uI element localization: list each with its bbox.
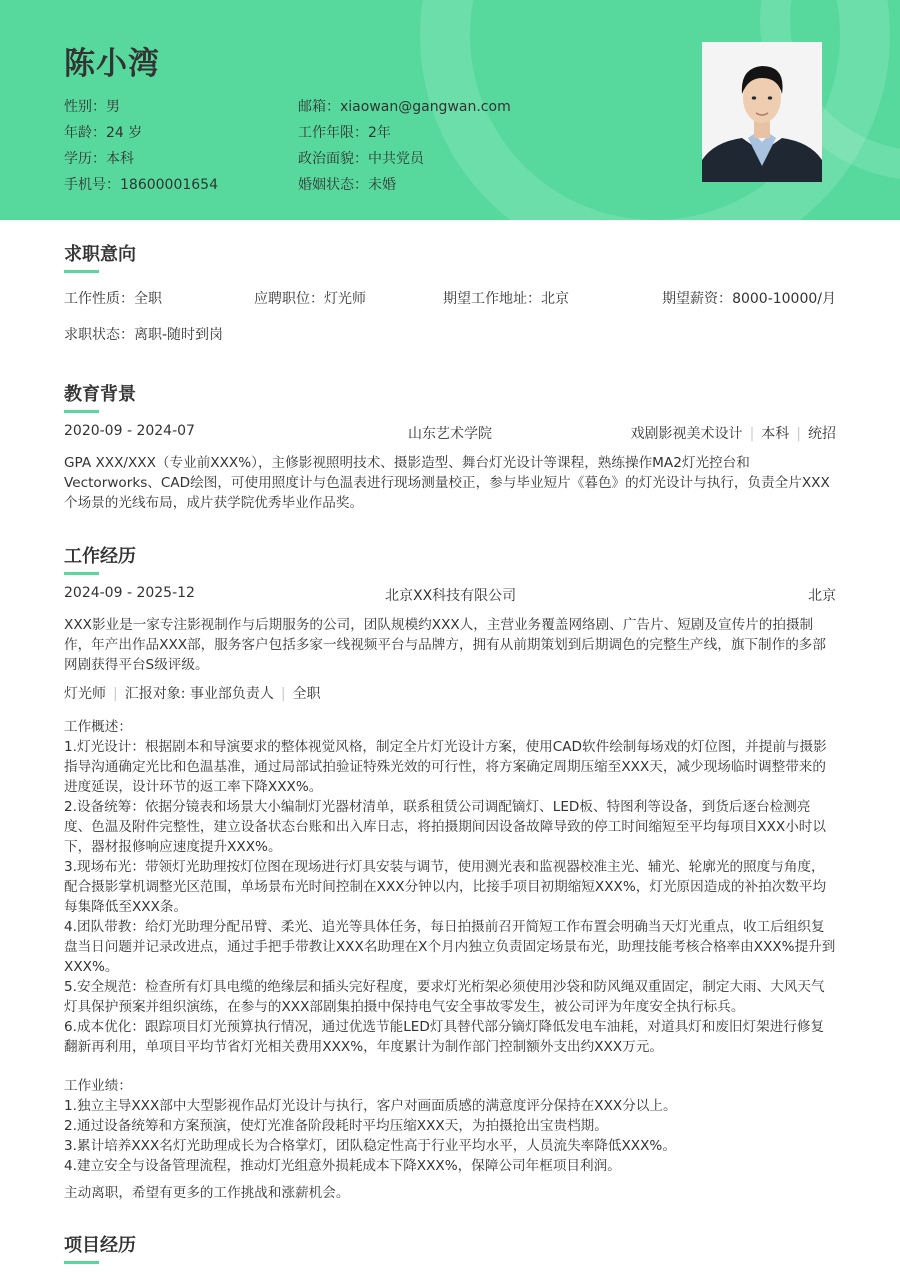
overview-title: 工作概述： <box>64 719 132 735</box>
phone-label: 手机号： <box>64 177 120 193</box>
company-description <box>64 615 836 675</box>
overview-item: 5.安全规范：检查所有灯具电缆的绝缘层和插头完好程度，要求灯光桁架必须使用沙袋和防风绳双重固定，制定大雨、大风天气灯具保护预案并组织演练，在参与的XXX部剧集拍摄中保持电气安全事故零发生，被公司评为年度安全执行标兵。 <box>64 979 825 1015</box>
marital-label: 婚姻状态： <box>298 177 368 193</box>
role: 灯光师 <box>64 686 106 702</box>
email-info <box>298 96 511 116</box>
overview-item: 3.现场布光：带领灯光助理按灯位图在现场进行灯具安装与调节，使用测光表和监视器校准主光、辅光、轮廓光的照度与角度，配合摄影掌机调整光区范围，单场景布光时间控制在XXX分钟以内，比接手项目初期缩短XXX%，灯光原因造成的补拍次数平均每集降低至XXX条。 <box>64 859 827 915</box>
achievements-title: 工作业绩： <box>64 1078 132 1094</box>
age-info <box>64 122 142 142</box>
job-type-label: 工作性质： <box>64 291 134 307</box>
gender-info <box>64 96 120 116</box>
political-label: 政治面貌： <box>298 151 368 167</box>
projects-section-title: 项目经历 <box>64 1235 136 1256</box>
leave-reason-text: 主动离职，希望有更多的工作挑战和涨薪机会。 <box>64 1185 350 1201</box>
work-city: 北京 <box>808 588 836 604</box>
salary-field <box>662 288 836 308</box>
work-period: 2024-09 - 2025-12 <box>64 585 195 601</box>
report-to: 汇报对象: 事业部负责人 <box>124 686 274 702</box>
phone-info <box>64 174 218 194</box>
overview-item: 1.灯光设计：根据剧本和导演要求的整体视觉风格，制定全片灯光设计方案，使用CAD软件绘制每场戏的灯位图，并提前与摄影指导沟通确定光比和色温基准，通过局部试拍验证特殊光效的可行性，将方案确定周期压缩至XXX天，减少现场临时调整带来的进度延误，设计环节的返工率下降XXX%。 <box>64 739 827 795</box>
years-label: 工作年限： <box>298 125 368 141</box>
candidate-name: 陈小湾 <box>64 46 160 82</box>
role-details <box>64 683 321 703</box>
overview-item: 2.设备统筹：依据分镜表和场景大小编制灯光器材清单，联系租赁公司调配镝灯、LED板、特图利等设备，到货后逐台检测亮度、色温及附件完整性，建立设备状态台账和出入库日志，将拍摄期间因设备故障导致的停工时间缩短至平均每项目XXX小时以下，器材报修响应速度提升XXX%。 <box>64 799 826 855</box>
company-name: 北京XX科技有限公司 <box>385 588 517 604</box>
divider: | <box>749 426 755 442</box>
job-type-value: 全职 <box>134 291 162 307</box>
achievement-item: 4.建立安全与设备管理流程，推动灯光组意外损耗成本下降XXX%，保障公司年框项目利润。 <box>64 1158 621 1174</box>
education-info <box>64 148 134 168</box>
divider: | <box>113 686 118 702</box>
overview-item: 4.团队带教：给灯光助理分配吊臂、柔光、追光等具体任务，每日拍摄前召开简短工作布置会明确当天灯光重点，收工后组织复盘当日问题并记录改进点，通过手把手带教让XXX名助理在X个月内独立负责固定场景布光，助理技能考核合格率由XXX%提升到XXX%。 <box>64 919 836 975</box>
gender-label: 性别： <box>64 99 106 115</box>
email-value: xiaowan@gangwan.com <box>340 99 511 115</box>
section-accent-bar <box>64 410 99 413</box>
political-info <box>298 148 424 168</box>
profile-photo <box>702 42 822 182</box>
achievement-item: 2.通过设备统筹和方案预演，使灯光准备阶段耗时平均压缩XXX天，为拍摄抢出宝贵档期。 <box>64 1118 608 1134</box>
salary-value: 8000-10000/月 <box>732 291 836 307</box>
education-value: 本科 <box>106 151 134 167</box>
job-type: 全职 <box>292 686 321 702</box>
job-status-field <box>64 324 223 344</box>
leave-reason <box>64 1183 836 1203</box>
job-type-field <box>64 288 162 308</box>
major: 戏剧影视美术设计 <box>630 426 743 442</box>
job-status-label: 求职状态： <box>64 327 134 343</box>
company-description-text: XXX影业是一家专注影视制作与后期服务的公司，团队规模约XXX人，主营业务覆盖网络剧、广告片、短剧及宣传片的拍摄制作，年产出作品XXX部，服务客户包括多家一线视频平台与品牌方，拥有从前期策划到后期调色的完整生产线，旗下制作的多部网剧获得平台S级评级。 <box>64 617 826 673</box>
education-section-title: 教育背景 <box>64 384 136 405</box>
education-details <box>631 423 836 443</box>
overview-item: 6.成本优化：跟踪项目灯光预算执行情况，通过优选节能LED灯具替代部分镝灯降低发电车油耗，对道具灯和废旧灯架进行修复翻新再利用，单项目平均节省灯光相关费用XXX%，年度累计为制作部门控制额外支出约XXX万元。 <box>64 1019 825 1055</box>
school-name: 山东艺术学院 <box>408 426 492 442</box>
position-label: 应聘职位： <box>254 291 324 307</box>
location-value: 北京 <box>541 291 569 307</box>
age-value: 24 岁 <box>106 125 143 141</box>
salary-label: 期望薪资： <box>662 291 733 307</box>
section-accent-bar <box>64 572 99 575</box>
gender-value: 男 <box>106 99 120 115</box>
resume-header <box>0 0 900 220</box>
work-section-title: 工作经历 <box>64 546 136 567</box>
phone-value: 18600001654 <box>120 177 218 193</box>
job-status-value: 离职-随时到岗 <box>134 327 224 343</box>
degree: 本科 <box>761 426 790 442</box>
education-label: 学历： <box>64 151 106 167</box>
location-field <box>443 288 569 308</box>
study-mode: 统招 <box>808 426 836 442</box>
section-accent-bar <box>64 270 99 273</box>
section-accent-bar <box>64 1261 99 1264</box>
portrait-image <box>702 42 822 182</box>
work-overview <box>64 717 836 1057</box>
divider: | <box>280 686 286 702</box>
position-value: 灯光师 <box>324 291 366 307</box>
position-field <box>254 288 366 308</box>
years-value: 2年 <box>368 125 391 141</box>
intent-section-title: 求职意向 <box>64 244 136 265</box>
marital-info <box>298 174 396 194</box>
email-label: 邮箱： <box>298 99 340 115</box>
achievement-item: 3.累计培养XXX名灯光助理成长为合格掌灯，团队稳定性高于行业平均水平，人员流失率降低XXX%。 <box>64 1138 676 1154</box>
education-period: 2020-09 - 2024-07 <box>64 423 195 439</box>
work-achievements <box>64 1076 836 1176</box>
age-label: 年龄： <box>64 125 106 141</box>
achievement-item: 1.独立主导XXX部中大型影视作品灯光设计与执行，客户对画面质感的满意度评分保持在XXX分以上。 <box>64 1098 677 1114</box>
education-description <box>64 453 836 513</box>
political-value: 中共党员 <box>368 151 424 167</box>
education-description-text: GPA XXX/XXX（专业前XXX%），主修影视照明技术、摄影造型、舞台灯光设计等课程，熟练操作MA2灯光控台和Vectorworks、CAD绘图，可使用照度计与色温表进行现场测量校正，参与毕业短片《暮色》的灯光设计与执行，负责全片XXX个场景的光线布局，成片获学院优秀毕业作品奖。 <box>64 455 830 511</box>
location-label: 期望工作地址： <box>443 291 541 307</box>
marital-value: 未婚 <box>368 177 396 193</box>
divider: | <box>796 426 801 442</box>
years-info <box>298 122 391 142</box>
